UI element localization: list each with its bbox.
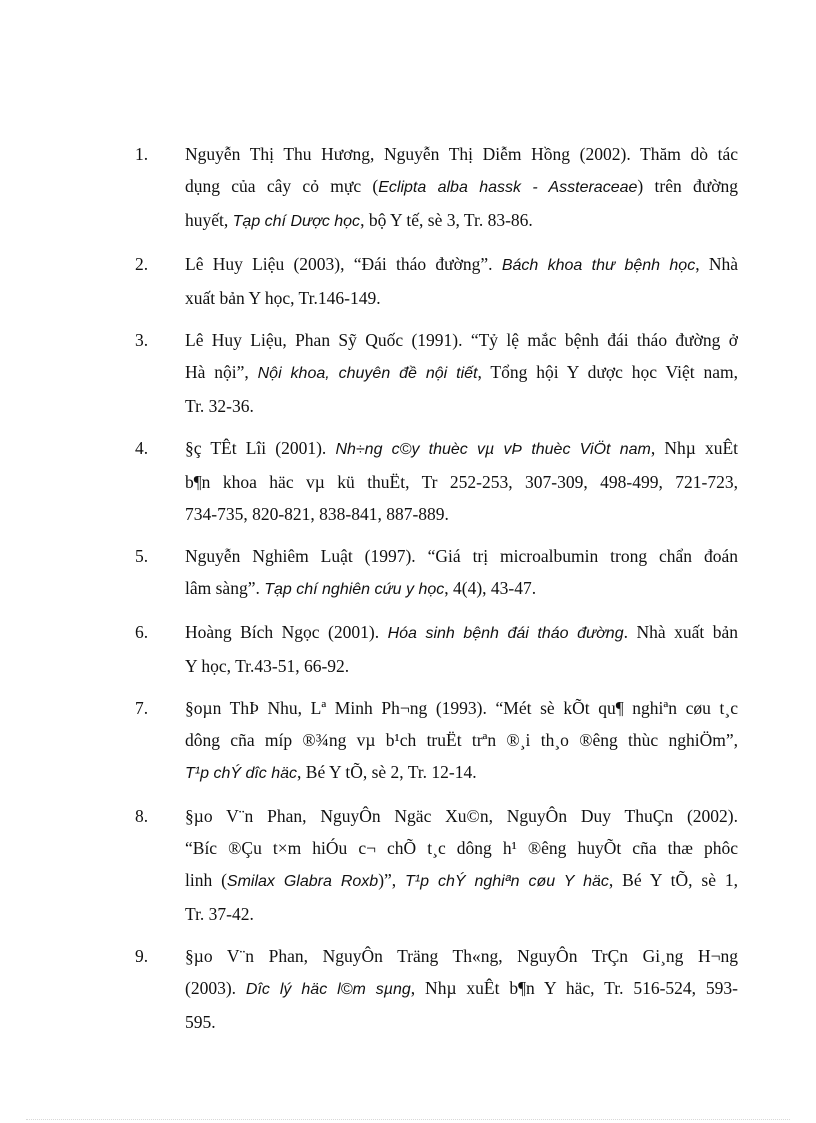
reference-text: §ç TÊt Lîi (2001).: [185, 438, 336, 458]
reference-number: 7.: [135, 698, 149, 718]
reference-line: [185, 324, 738, 356]
reference-title-italic: T¹p chÝ dîc häc: [185, 765, 298, 782]
reference-title-italic: Dîc lý häc l©m sµng: [245, 981, 411, 998]
reference-item: [0, 138, 816, 238]
reference-text: huyết,: [185, 210, 233, 230]
reference-title-italic: Tạp chí Dược học: [232, 213, 361, 230]
reference-line: [185, 940, 738, 972]
reference-text: §µo V¨n Phan, NguyÔn Träng Th«ng, NguyÔn TrÇn Gi¸ng H¬ng: [185, 946, 738, 966]
reference-text: §oµn ThÞ Nhu, Lª Minh Ph¬ng (1993). “Mét sè kÕt qu¶ nghiªn cøu t¸c: [185, 698, 738, 718]
reference-item: [0, 432, 816, 530]
reference-item: [0, 324, 816, 422]
reference-number: 4.: [135, 438, 149, 458]
reference-text: “Bíc ®Çu t×m hiÓu c¬ chÕ t¸c dông h¹ ®êng huyÕt cña thæ phôc: [185, 838, 738, 858]
reference-line: [185, 138, 738, 170]
reference-text: 595.: [185, 1012, 216, 1032]
reference-line: [185, 498, 738, 530]
reference-text: linh (: [185, 870, 227, 890]
reference-line: [185, 800, 738, 832]
reference-text: (2003).: [185, 978, 246, 998]
reference-text: Hà nội”,: [185, 362, 258, 382]
reference-text: Lê Huy Liệu (2003), “Đái tháo đường”.: [185, 254, 502, 274]
reference-text: Nguyễn Nghiêm Luật (1997). “Giá trị microalbumin trong chẩn đoán: [185, 546, 738, 566]
reference-text: §µo V¨n Phan, NguyÔn Ngäc Xu©n, NguyÔn Duy ThuÇn (2002).: [185, 806, 738, 826]
reference-line: [185, 832, 738, 864]
reference-number: 8.: [135, 806, 149, 826]
reference-title-italic: Smilax Glabra Roxb: [226, 873, 379, 890]
reference-title-italic: Nh÷ng c©y thuèc vµ vÞ thuèc ViÖt nam: [335, 441, 651, 458]
reference-text: Lê Huy Liệu, Phan Sỹ Quốc (1991). “Tỷ lệ mắc bệnh đái tháo đường ở: [185, 330, 738, 350]
reference-line: [185, 756, 738, 790]
reference-line: [185, 282, 738, 314]
reference-text: Tr. 37-42.: [185, 904, 254, 924]
reference-text: 734-735, 820-821, 838-841, 887-889.: [185, 504, 449, 524]
reference-text: , Bé Y tÕ, sè 1,: [608, 870, 738, 890]
reference-number: 5.: [135, 546, 149, 566]
reference-line: [185, 356, 738, 390]
reference-text: Y học, Tr.43-51, 66-92.: [185, 656, 350, 676]
reference-line: [185, 1006, 738, 1038]
reference-item: [0, 940, 816, 1038]
reference-line: [185, 898, 738, 930]
reference-line: [185, 170, 738, 204]
reference-text: , Nhà: [695, 254, 738, 274]
reference-line: [185, 724, 738, 756]
reference-text: , Nhµ xuÊt: [650, 438, 738, 458]
reference-line: [185, 692, 738, 724]
reference-text: , Bé Y tÕ, sè 2, Tr. 12-14.: [297, 762, 477, 782]
reference-line: [185, 616, 738, 650]
reference-line: [185, 390, 738, 422]
reference-item: [0, 692, 816, 790]
reference-text: , Tổng hội Y dược học Việt nam,: [477, 362, 738, 382]
reference-item: [0, 800, 816, 930]
reference-item: [0, 540, 816, 606]
reference-number: 2.: [135, 254, 149, 274]
reference-line: [185, 248, 738, 282]
reference-text: , Nhµ xuÊt b¶n Y häc, Tr. 516-524, 593-: [410, 978, 738, 998]
reference-text: , bộ Y tế, sè 3, Tr. 83-86.: [360, 210, 533, 230]
reference-line: [185, 864, 738, 898]
reference-text: dụng của cây cỏ mực (: [185, 176, 379, 196]
reference-title-italic: Tạp chí nghiên cứu y học: [264, 581, 445, 598]
reference-text: Nguyễn Thị Thu Hương, Nguyễn Thị Diễm Hồng (2002). Thăm dò tác: [185, 144, 738, 164]
reference-title-italic: Eclipta alba hassk - Assteraceae: [378, 179, 638, 196]
reference-text: . Nhà xuất bản: [623, 622, 738, 642]
reference-line: [185, 650, 738, 682]
reference-text: )”,: [378, 870, 406, 890]
reference-line: [185, 204, 738, 238]
reference-number: 3.: [135, 330, 149, 350]
reference-title-italic: Hóa sinh bệnh đái tháo đường: [387, 625, 624, 642]
reference-number: 9.: [135, 946, 149, 966]
reference-title-italic: T¹p chÝ nghiªn cøu Y häc: [405, 873, 609, 890]
reference-text: lâm sàng”.: [185, 578, 265, 598]
reference-text: ) trên đường: [637, 176, 738, 196]
reference-number: 1.: [135, 144, 149, 164]
reference-text: Hoàng Bích Ngọc (2001).: [185, 622, 388, 642]
reference-text: dông cña míp ®¾ng vµ b¹ch truËt trªn ®¸i th¸o ®êng thùc nghiÖm”,: [185, 730, 738, 750]
reference-line: [185, 972, 738, 1006]
reference-text: xuất bản Y học, Tr.146-149.: [185, 288, 381, 308]
reference-item: [0, 248, 816, 314]
reference-title-italic: Bách khoa thư bệnh học: [501, 257, 696, 274]
reference-number: 6.: [135, 622, 149, 642]
reference-text: , 4(4), 43-47.: [444, 578, 537, 598]
reference-text: b¶n khoa häc vµ kü thuËt, Tr 252-253, 307-309, 498-499, 721-723,: [185, 472, 738, 492]
reference-item: [0, 616, 816, 682]
reference-list: [0, 138, 816, 1048]
reference-title-italic: Nội khoa, chuyên đề nội tiết: [257, 365, 478, 382]
reference-line: [185, 432, 738, 466]
reference-text: Tr. 32-36.: [185, 396, 254, 416]
reference-line: [185, 572, 738, 606]
reference-line: [185, 466, 738, 498]
page-bottom-rule: [26, 1119, 790, 1120]
reference-line: [185, 540, 738, 572]
